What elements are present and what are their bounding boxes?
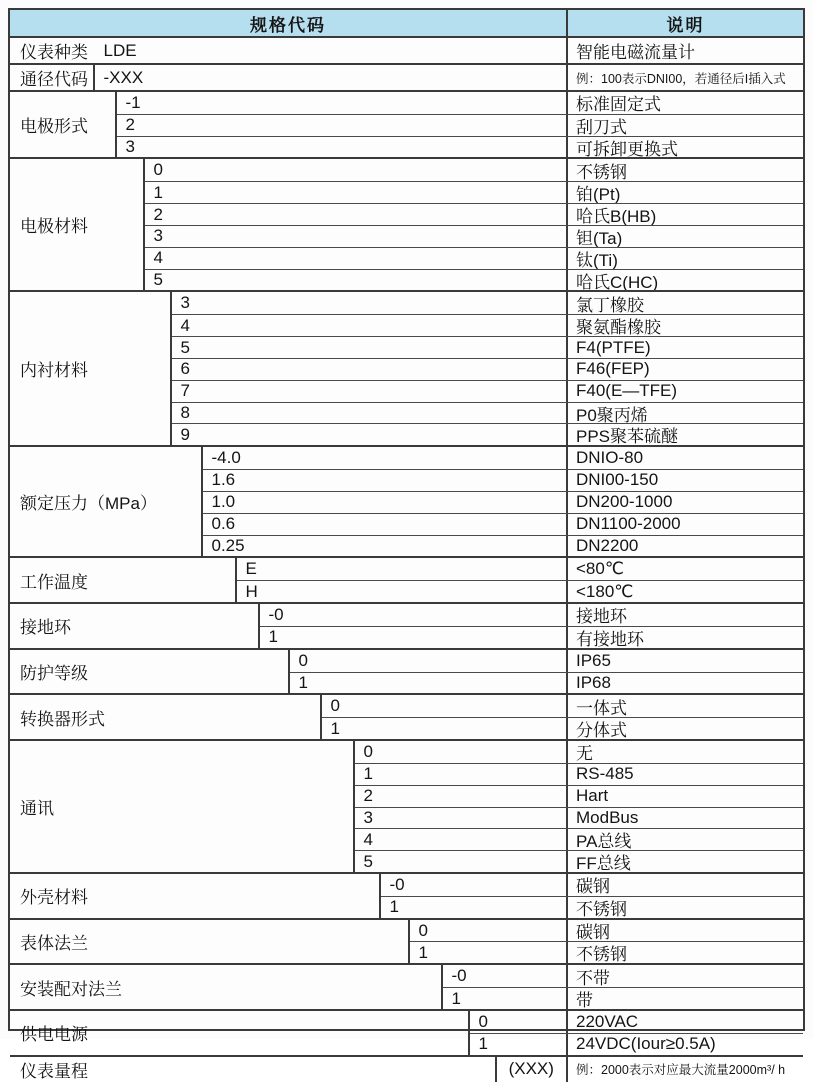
table-row — [145, 269, 804, 291]
desc-cell: 碳钢 — [566, 920, 803, 942]
section-rows — [95, 65, 804, 90]
table-row — [322, 717, 804, 739]
section-communication — [10, 739, 803, 872]
desc-cell: 不锈钢 — [566, 897, 803, 918]
section-label-working-temperature: 工作温度 — [10, 558, 237, 602]
table-row — [322, 695, 804, 717]
table-row — [410, 941, 804, 963]
desc-cell: 一体式 — [566, 695, 803, 717]
section-rows — [497, 1057, 804, 1082]
section-rated-pressure — [10, 445, 803, 556]
table-row — [172, 402, 804, 424]
header-description: 说明 — [566, 10, 803, 36]
desc-cell: 不带 — [566, 965, 803, 987]
desc-cell: 哈氏C(HC) — [566, 270, 803, 291]
code-cell: 4 — [180, 315, 190, 335]
section-body-flange — [10, 918, 803, 964]
section-label-mating-flange: 安装配对法兰 — [10, 965, 443, 1009]
section-label-liner-material: 内衬材料 — [10, 292, 172, 445]
desc-cell: 不锈钢 — [566, 942, 803, 963]
table-row — [470, 1011, 804, 1033]
code-cell: 0 — [418, 920, 428, 940]
code-cell: 1.0 — [211, 492, 236, 512]
desc-cell: 碳钢 — [566, 874, 803, 896]
desc-cell: F40(E—TFE) — [566, 381, 803, 402]
table-row — [203, 447, 804, 469]
section-label-communication: 通讯 — [10, 741, 355, 872]
section-rows — [260, 604, 804, 648]
section-diameter-code — [10, 63, 803, 90]
section-rows — [95, 38, 804, 63]
table-row — [497, 1057, 804, 1082]
section-label-power-supply: 供电电源 — [10, 1011, 470, 1055]
table-row — [203, 469, 804, 491]
code-cell: -XXX — [103, 67, 144, 87]
code-cell: 2 — [125, 115, 135, 135]
desc-cell: 不锈钢 — [566, 159, 803, 181]
code-cell: -0 — [389, 874, 405, 894]
desc-cell: DN200-1000 — [566, 492, 803, 513]
desc-cell: 有接地环 — [566, 627, 803, 648]
desc-cell: 可拆卸更换式 — [566, 137, 803, 158]
section-electrode-material — [10, 157, 803, 290]
table-row — [172, 358, 804, 380]
desc-cell: 哈氏B(HB) — [566, 204, 803, 225]
code-cell: 7 — [180, 381, 190, 401]
desc-cell: 铂(Pt) — [566, 182, 803, 203]
table-row — [290, 672, 804, 694]
desc-cell: F46(FEP) — [566, 359, 803, 380]
desc-cell: DNI00-150 — [566, 470, 803, 491]
section-label-converter-form: 转换器形式 — [10, 695, 322, 739]
code-cell: 4 — [153, 248, 163, 268]
section-label-electrode-material: 电极材料 — [10, 159, 145, 290]
desc-cell: 分体式 — [566, 718, 803, 739]
code-cell: 0 — [363, 741, 373, 761]
table-row — [355, 785, 804, 807]
desc-cell: 接地环 — [566, 604, 803, 626]
code-cell: -0 — [268, 604, 284, 624]
table-row — [260, 626, 804, 648]
section-liner-material — [10, 290, 803, 445]
desc-cell: 氯丁橡胶 — [566, 292, 803, 314]
desc-cell: 无 — [566, 741, 803, 763]
code-cell: E — [245, 559, 257, 579]
table-row — [203, 491, 804, 513]
desc-cell: RS-485 — [566, 764, 803, 785]
desc-cell: 智能电磁流量计 — [566, 38, 803, 63]
section-label-rated-pressure: 额定压力（MPa） — [10, 447, 203, 556]
table-row — [410, 920, 804, 942]
code-cell: 0 — [478, 1011, 488, 1031]
code-cell: 3 — [125, 137, 135, 157]
section-rows — [145, 159, 804, 290]
table-row — [145, 159, 804, 181]
table-row — [443, 965, 804, 987]
desc-cell: 聚氨酯橡胶 — [566, 315, 803, 336]
section-label-protection-class: 防护等级 — [10, 650, 290, 694]
desc-cell: DNIO-80 — [566, 447, 803, 469]
table-row — [172, 314, 804, 336]
section-instrument-type — [10, 38, 803, 63]
desc-cell: PA总线 — [566, 829, 803, 850]
code-cell: 1 — [298, 672, 308, 692]
table-row — [117, 92, 804, 114]
header-spec-code: 规格代码 — [250, 15, 326, 35]
code-cell: 4 — [363, 829, 373, 849]
code-cell: 3 — [363, 807, 373, 827]
code-cell: 5 — [363, 851, 373, 871]
table-row — [443, 987, 804, 1009]
table-row — [203, 535, 804, 557]
code-cell: -0 — [451, 966, 467, 986]
code-cell: (XXX) — [508, 1059, 554, 1079]
section-power-supply — [10, 1009, 803, 1055]
section-label-shell-material: 外壳材料 — [10, 874, 381, 918]
desc-cell: DN1100-2000 — [566, 514, 803, 535]
code-cell: 5 — [153, 270, 163, 290]
table-row — [95, 38, 804, 63]
table-row — [260, 604, 804, 626]
desc-cell: P0聚丙烯 — [566, 403, 803, 424]
code-cell: 2 — [153, 204, 163, 224]
table-row — [470, 1033, 804, 1055]
desc-cell: IP68 — [566, 673, 803, 694]
desc-cell: <80℃ — [566, 558, 803, 580]
section-rows — [117, 92, 804, 157]
section-rows — [322, 695, 804, 739]
desc-cell: IP65 — [566, 650, 803, 672]
table-row — [117, 114, 804, 136]
code-cell: 0 — [330, 696, 340, 716]
section-grounding-ring — [10, 602, 803, 648]
code-cell: 1 — [451, 988, 461, 1008]
section-meter-range — [10, 1055, 803, 1082]
table-row — [95, 65, 804, 90]
section-label-instrument-type: 仪表种类 — [20, 43, 88, 62]
desc-cell: PPS聚苯硫醚 — [566, 424, 803, 445]
section-label-grounding-ring: 接地环 — [10, 604, 260, 648]
code-cell: 2 — [363, 786, 373, 806]
desc-cell: <180℃ — [566, 581, 803, 602]
section-label-diameter-code: 通径代码 — [10, 65, 95, 90]
code-cell: 9 — [180, 424, 190, 444]
desc-cell: 刮刀式 — [566, 115, 803, 136]
desc-cell: FF总线 — [566, 851, 803, 872]
code-cell: 1.6 — [211, 470, 236, 490]
section-converter-form — [10, 693, 803, 739]
table-row — [355, 850, 804, 872]
code-cell: 5 — [180, 337, 190, 357]
code-cell: 0.6 — [211, 514, 236, 534]
table-row — [172, 380, 804, 402]
section-mating-flange — [10, 963, 803, 1009]
table-row — [381, 874, 804, 896]
section-rows — [203, 447, 804, 556]
table-row — [355, 763, 804, 785]
desc-cell: Hart — [566, 786, 803, 807]
section-label-electrode-form: 电极形式 — [10, 92, 117, 157]
code-cell: H — [245, 581, 258, 601]
desc-cell: DN2200 — [566, 536, 803, 557]
table-row — [381, 896, 804, 918]
section-electrode-form — [10, 90, 803, 157]
table-row — [145, 225, 804, 247]
code-cell: 1 — [330, 718, 340, 738]
desc-cell: 钛(Ti) — [566, 248, 803, 269]
spec-table — [8, 8, 805, 1081]
section-label-body-flange: 表体法兰 — [10, 920, 410, 964]
section-rows — [410, 920, 804, 964]
table-body — [10, 38, 803, 1082]
desc-cell: 例：2000表示对应最大流量2000m³/ h — [566, 1057, 803, 1082]
table-row — [355, 741, 804, 763]
table-row — [172, 423, 804, 445]
code-cell: 1 — [363, 764, 373, 784]
section-rows — [443, 965, 804, 1009]
desc-cell: 例：100表示DNI00，若通径后I插入式 — [566, 65, 803, 90]
code-cell: 1 — [153, 182, 163, 202]
desc-cell: ModBus — [566, 808, 803, 829]
section-shell-material — [10, 872, 803, 918]
section-working-temperature — [10, 556, 803, 602]
desc-cell: 钽(Ta) — [566, 226, 803, 247]
section-rows — [237, 558, 804, 602]
code-cell: -4.0 — [211, 448, 241, 468]
table-row — [355, 828, 804, 850]
table-row — [237, 580, 804, 602]
code-cell: 1 — [478, 1034, 488, 1054]
code-cell: 3 — [180, 293, 190, 313]
desc-cell: F4(PTFE) — [566, 337, 803, 358]
desc-cell: 带 — [566, 988, 803, 1009]
code-cell: -1 — [125, 92, 141, 112]
code-cell: 8 — [180, 403, 190, 422]
code-cell: 0.25 — [211, 535, 245, 555]
section-rows — [355, 741, 804, 872]
code-cell: 0 — [153, 160, 163, 180]
section-rows — [172, 292, 804, 445]
desc-cell: 24VDC(Iour≥0.5A) — [566, 1034, 803, 1055]
code-cell: 6 — [180, 359, 190, 379]
desc-cell: 标准固定式 — [566, 92, 803, 114]
section-label-meter-range: 仪表量程 — [10, 1057, 497, 1082]
table-row — [172, 292, 804, 314]
desc-cell: 220VAC — [566, 1011, 803, 1033]
table-row — [145, 181, 804, 203]
section-rows — [290, 650, 804, 694]
code-cell: LDE — [103, 40, 137, 60]
table-row — [145, 203, 804, 225]
section-protection-class — [10, 648, 803, 694]
code-cell: 0 — [298, 650, 308, 670]
table-row — [290, 650, 804, 672]
table-row — [172, 336, 804, 358]
code-cell: 1 — [418, 942, 428, 962]
code-cell: 1 — [268, 627, 278, 647]
table-row — [145, 247, 804, 269]
section-rows — [470, 1011, 804, 1055]
code-cell: 3 — [153, 226, 163, 246]
table-row — [355, 807, 804, 829]
section-rows — [381, 874, 804, 918]
table-row — [237, 558, 804, 580]
table-row — [203, 513, 804, 535]
code-cell: 1 — [389, 897, 399, 917]
table-header — [10, 10, 803, 38]
table-row — [117, 136, 804, 158]
